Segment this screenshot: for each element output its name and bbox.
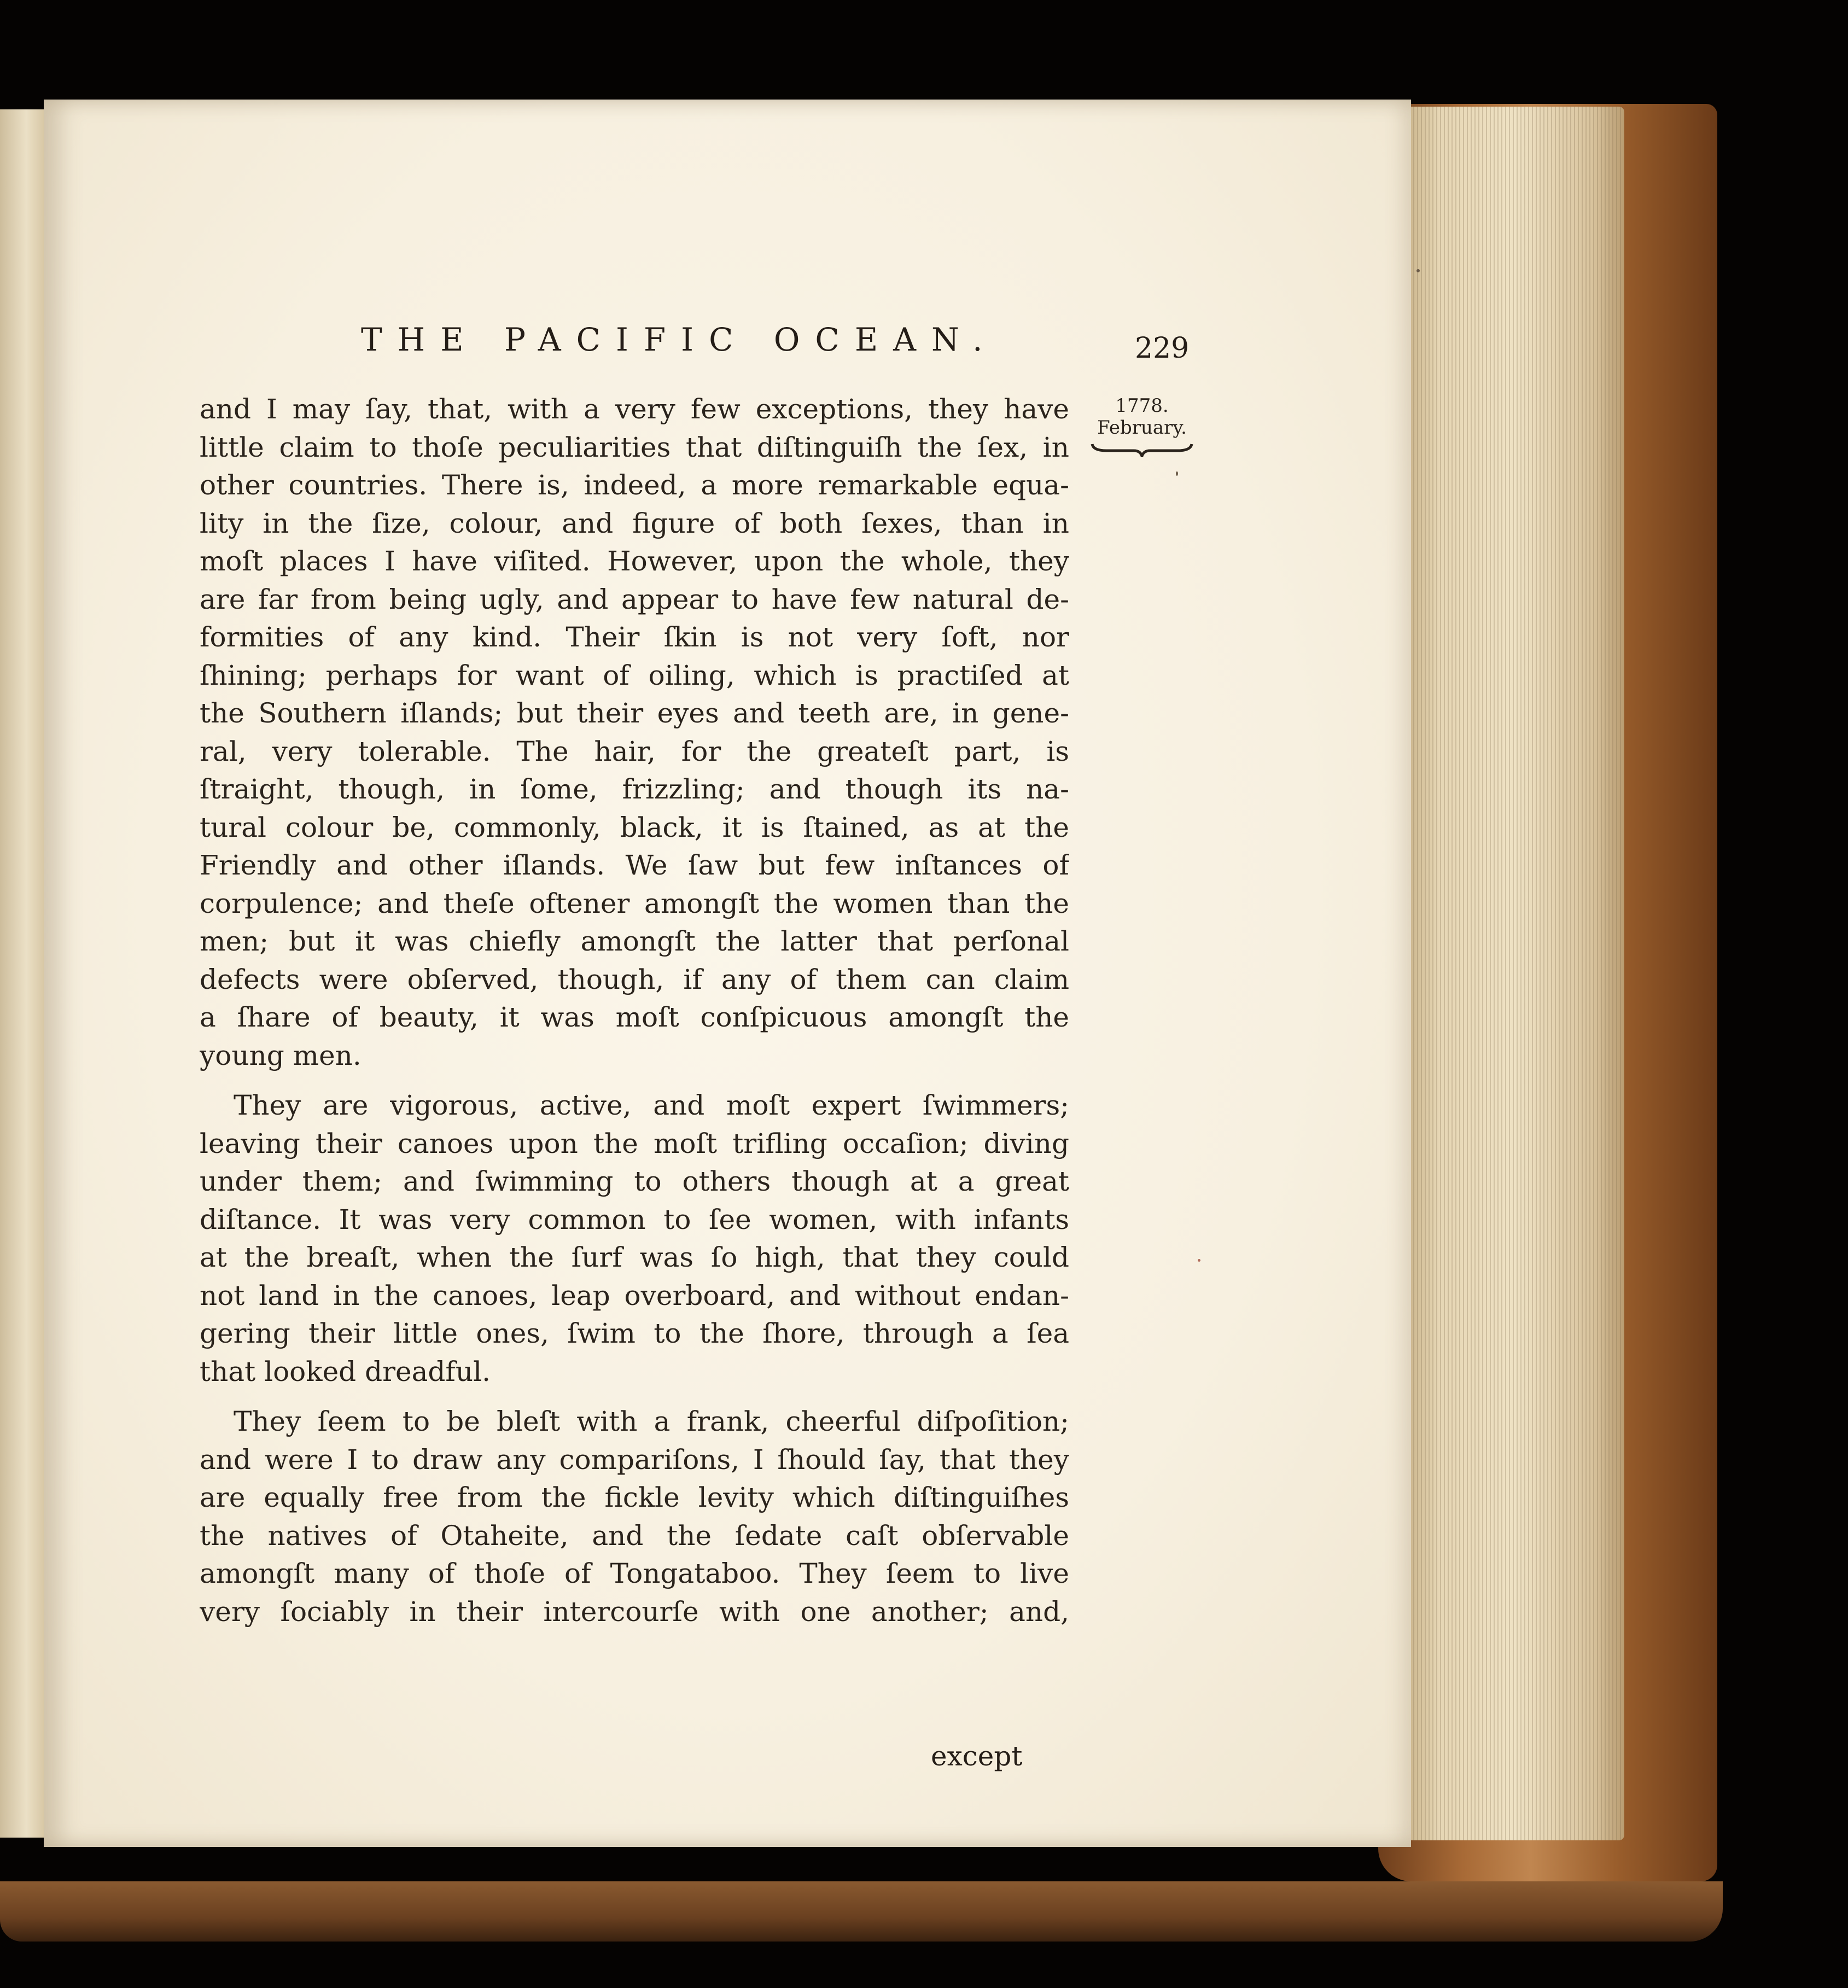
- text-line: young men.: [200, 1039, 362, 1071]
- left-page-edge: [0, 109, 47, 1838]
- text-line: diſtance. It was very common to ſee women, with infants: [200, 1203, 1069, 1235]
- text-line: under them; and ſwimming to others though at a great: [200, 1165, 1069, 1197]
- paragraph-2: [200, 1087, 1069, 1391]
- text-line: not land in the canoes, leap overboard, and without endan-: [200, 1279, 1069, 1311]
- book-page: [44, 100, 1411, 1847]
- page-fore-edge: [1406, 107, 1624, 1840]
- text-line: that looked dreadful.: [200, 1355, 491, 1387]
- body-text: [200, 390, 1069, 1643]
- text-line: They are vigorous, active, and moſt expert ſwimmers;: [234, 1089, 1069, 1121]
- running-head: THE PACIFIC OCEAN.: [361, 321, 998, 358]
- text-line: at the breaſt, when the ſurf was ſo high, that they could: [200, 1241, 1069, 1273]
- page-number: 229: [1135, 332, 1190, 365]
- text-line: men; but it was chiefly amongſt the latter that perſonal: [200, 925, 1069, 957]
- text-line: the natives of Otaheite, and the ſedate caſt obſervable: [200, 1519, 1069, 1552]
- cover-bottom-edge: [0, 1881, 1723, 1942]
- text-line: other countries. There is, indeed, a more remarkable equa-: [200, 469, 1069, 501]
- text-line: gering their little ones, ſwim to the ſhore, through a ſea: [200, 1317, 1069, 1349]
- text-line: are equally free from the fickle levity which diſtinguiſhes: [200, 1482, 1069, 1513]
- marginal-note: [1060, 395, 1224, 457]
- paper-speck: [1176, 471, 1178, 476]
- text-line: and I may ſay, that, with a very few exceptions, they have: [200, 393, 1069, 425]
- text-line: Friendly and other iſlands. We ſaw but few inſtances of: [200, 849, 1069, 881]
- text-line: amongſt many of thoſe of Tongataboo. They ſeem to live: [200, 1558, 1069, 1589]
- paragraph-1: [200, 390, 1069, 1075]
- brace-icon: [1090, 441, 1194, 457]
- text-line: ſtraight, though, in ſome, frizzling; and though its na-: [200, 773, 1069, 805]
- paper-speck: [1198, 1259, 1200, 1262]
- text-line: and were I to draw any compariſons, I ſhould ſay, that they: [200, 1443, 1069, 1476]
- text-line: formities of any kind. Their ſkin is not very ſoft, nor: [200, 621, 1069, 653]
- text-line: a ſhare of beauty, it was moſt conſpicuous amongſt the: [200, 1001, 1069, 1033]
- text-line: tural colour be, commonly, black, it is ſtained, as at the: [200, 811, 1069, 843]
- text-line: are far from being ugly, and appear to have few natural de-: [200, 583, 1069, 615]
- text-line: very ſociably in their intercourſe with one another; and,: [200, 1595, 1069, 1628]
- text-line: defects were obſerved, though, if any of them can claim: [200, 963, 1069, 995]
- text-line: ſhining; perhaps for want of oiling, which is practiſed at: [200, 659, 1069, 691]
- marginal-year: 1778.: [1115, 395, 1169, 417]
- text-line: the Southern iſlands; but their eyes and teeth are, in gene-: [200, 697, 1069, 729]
- text-line: lity in the ſize, colour, and figure of both ſexes, than in: [200, 507, 1069, 539]
- paragraph-3: [200, 1403, 1069, 1631]
- text-line: leaving their canoes upon the moſt trifling occaſion; diving: [200, 1127, 1069, 1159]
- marginal-month: February.: [1097, 417, 1187, 439]
- text-line: ral, very tolerable. The hair, for the greateſt part, is: [200, 735, 1069, 767]
- paper-speck: [1416, 269, 1420, 272]
- catchword: except: [931, 1740, 1023, 1772]
- text-line: moſt places I have viſited. However, upon the whole, they: [200, 545, 1069, 577]
- text-line: They ſeem to be bleſt with a frank, cheerful diſpoſition;: [234, 1406, 1069, 1437]
- text-line: little claim to thoſe peculiarities that diſtinguiſh the ſex, in: [200, 431, 1069, 463]
- text-line: corpulence; and theſe oftener amongſt the women than the: [200, 887, 1069, 919]
